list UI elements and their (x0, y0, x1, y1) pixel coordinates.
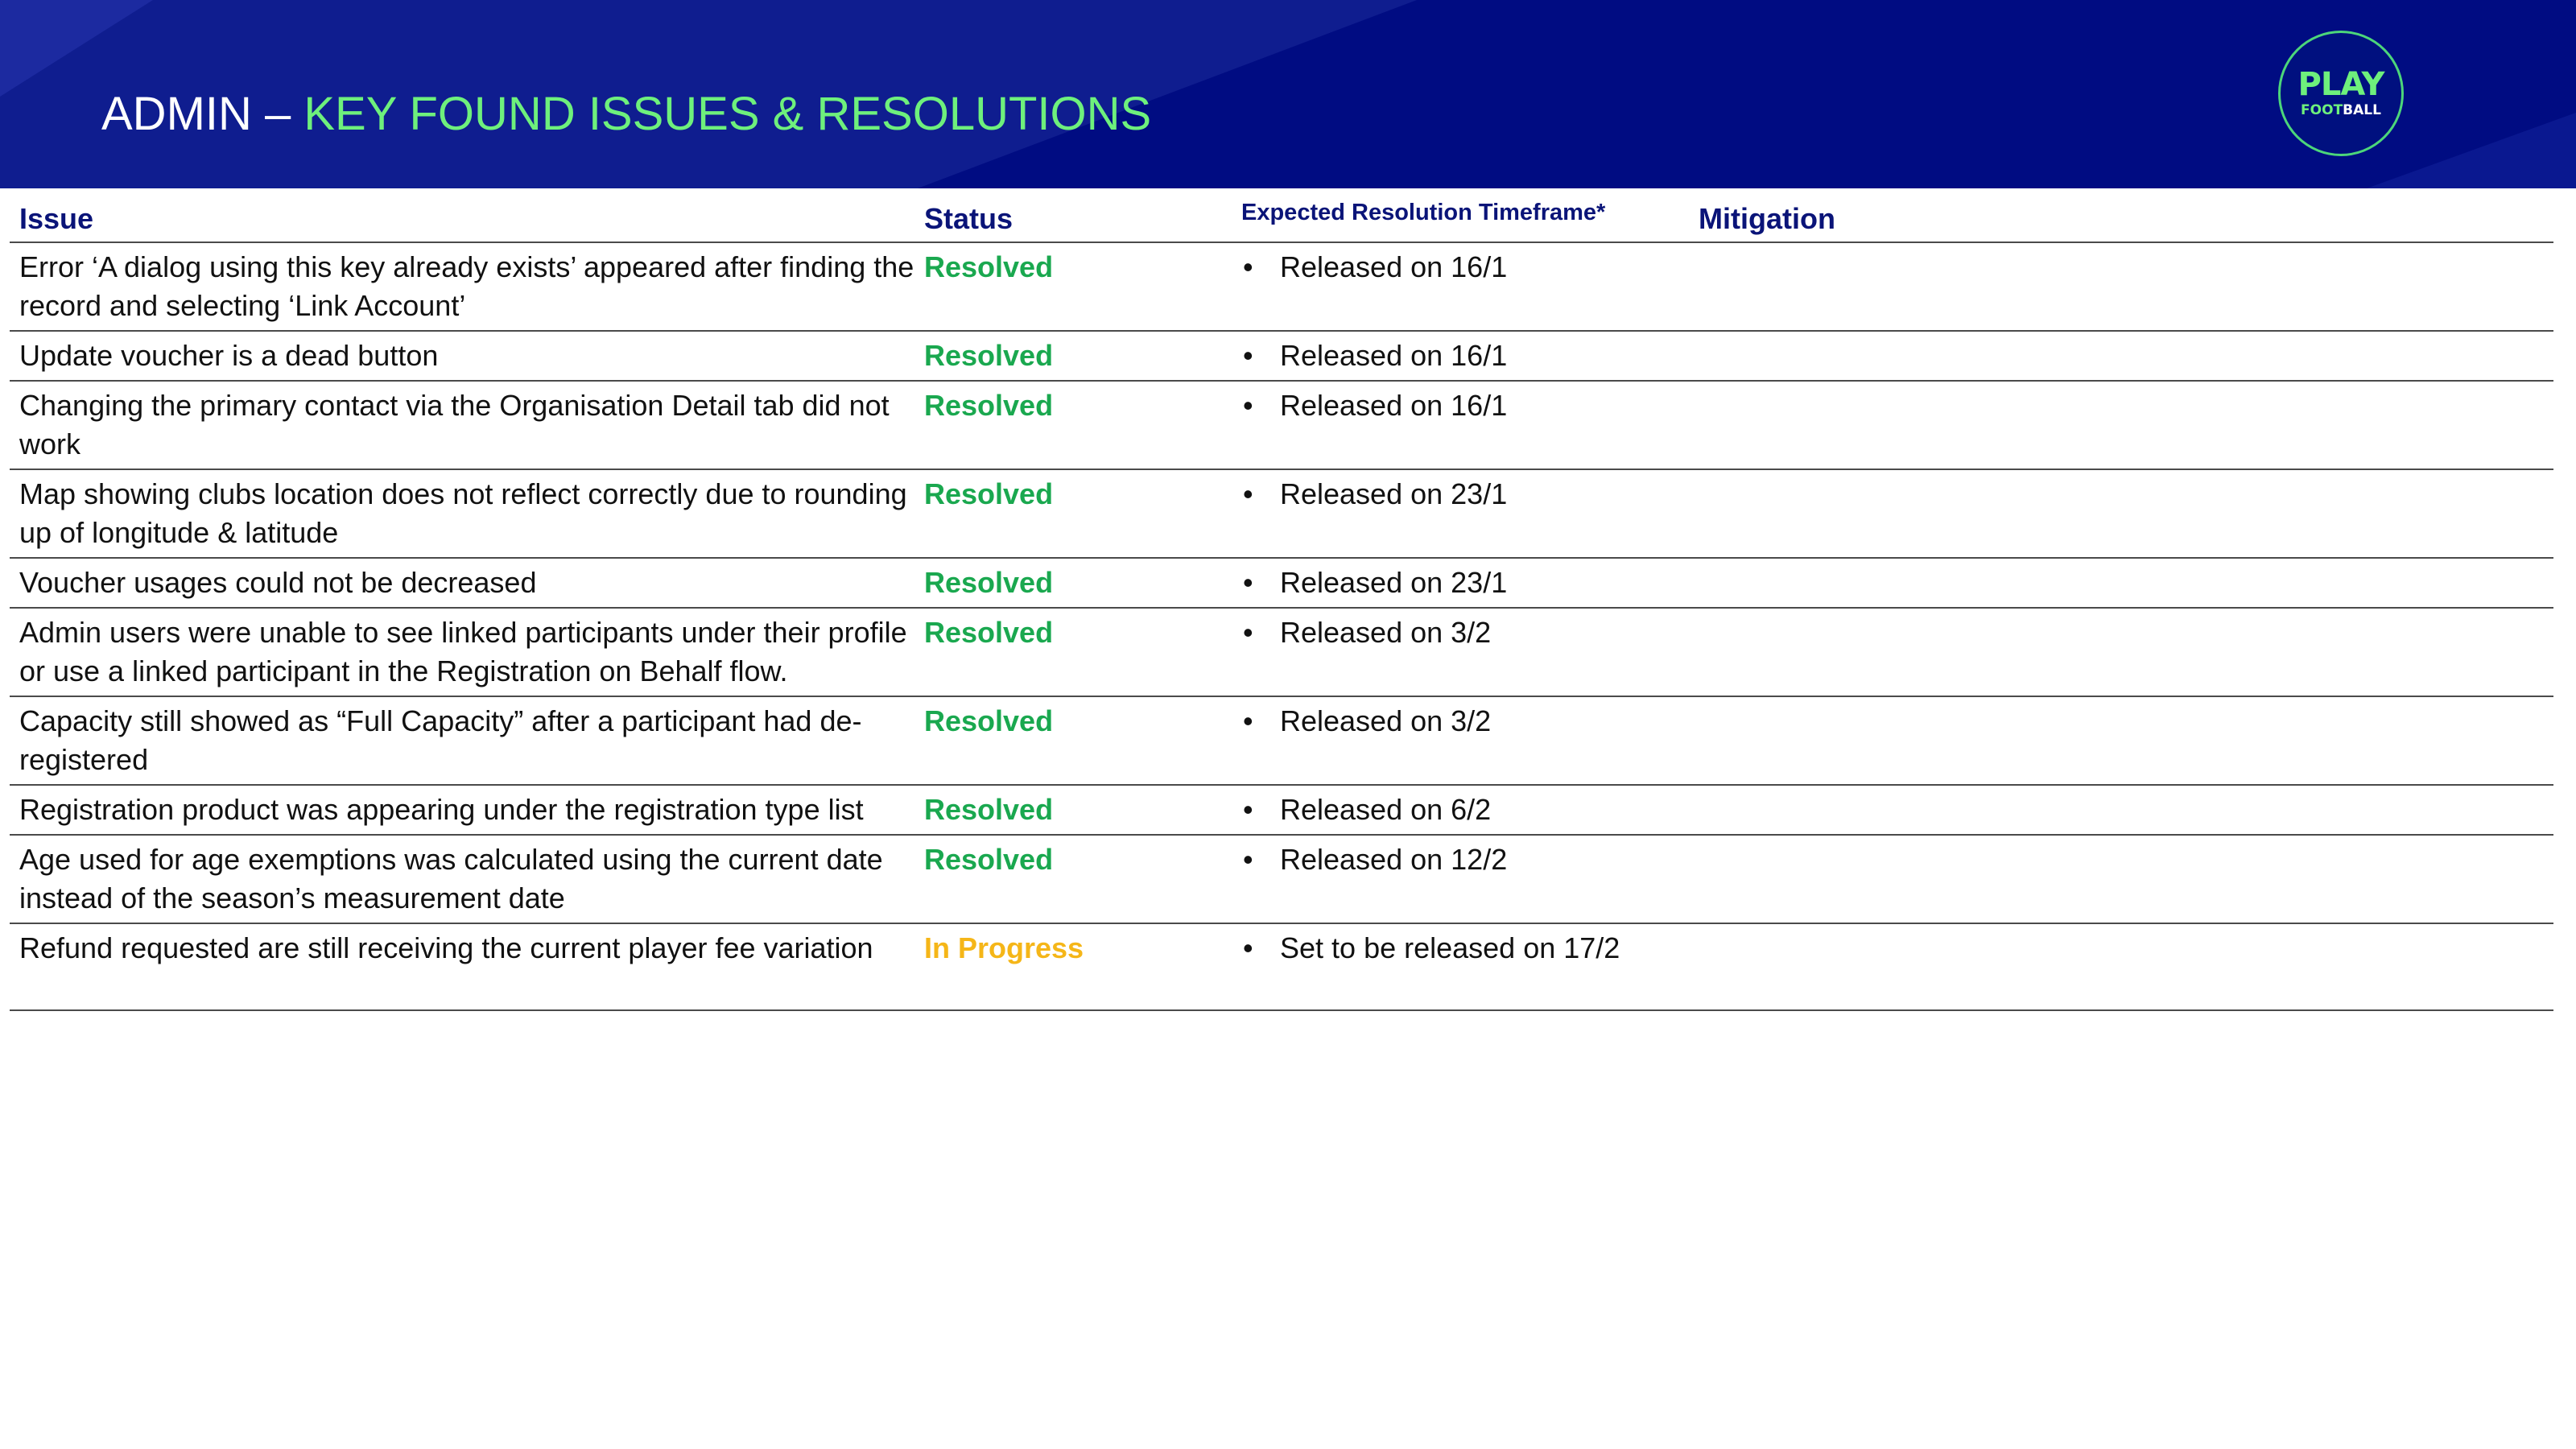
bullet-icon: • (1243, 339, 1253, 372)
timeframe-cell (1241, 248, 1699, 325)
table-row (10, 559, 2553, 609)
status-cell: Resolved (924, 339, 1054, 372)
timeframe-text: Released on 6/2 (1280, 793, 1492, 826)
issue-cell: Map showing clubs location does not reflect correctly due to rounding up of longitude & latitude (19, 477, 907, 549)
issue-cell: Refund requested are still receiving the current player fee variation (19, 931, 873, 964)
bullet-icon: • (1243, 793, 1253, 826)
column-header-status: Status (924, 202, 1013, 235)
issue-cell: Capacity still showed as “Full Capacity” after a participant had de-registered (19, 704, 862, 776)
table-row (10, 609, 2553, 697)
bullet-icon: • (1243, 566, 1253, 599)
column-header-timeframe: Expected Resolution Timeframe* (1241, 200, 1606, 225)
bullet-icon: • (1243, 477, 1253, 510)
timeframe-cell (1241, 613, 1699, 691)
timeframe-text: Released on 16/1 (1280, 250, 1508, 283)
table-row (10, 382, 2553, 470)
timeframe-cell (1241, 791, 1699, 829)
mitigation-cell (1699, 791, 2553, 829)
timeframe-text: Released on 3/2 (1280, 704, 1492, 737)
status-cell: Resolved (924, 566, 1054, 599)
timeframe-cell (1241, 386, 1699, 464)
column-header-mitigation: Mitigation (1699, 202, 1835, 235)
bullet-icon: • (1243, 616, 1253, 649)
bullet-icon: • (1243, 843, 1253, 876)
title-prefix: ADMIN – (101, 88, 304, 140)
timeframe-text: Released on 23/1 (1280, 566, 1508, 599)
status-cell: Resolved (924, 793, 1054, 826)
issues-table (10, 192, 2553, 1011)
table-row (10, 332, 2553, 382)
mitigation-cell (1699, 840, 2553, 918)
status-cell: Resolved (924, 389, 1054, 422)
status-cell: Resolved (924, 477, 1054, 510)
bullet-icon: • (1243, 704, 1253, 737)
timeframe-cell (1241, 840, 1699, 918)
mitigation-cell (1699, 475, 2553, 552)
timeframe-text: Released on 3/2 (1280, 616, 1492, 649)
logo-football-text (2301, 102, 2381, 118)
bullet-icon: • (1243, 389, 1253, 422)
issue-cell: Registration product was appearing under the registration type list (19, 793, 864, 826)
table-row (10, 697, 2553, 786)
timeframe-cell (1241, 336, 1699, 375)
timeframe-text: Set to be released on 17/2 (1280, 931, 1620, 964)
timeframe-cell (1241, 564, 1699, 602)
table-row (10, 470, 2553, 559)
timeframe-cell (1241, 929, 1699, 1005)
bullet-icon: • (1243, 250, 1253, 283)
column-header-issue: Issue (19, 202, 94, 235)
status-cell: Resolved (924, 843, 1054, 876)
timeframe-text: Released on 16/1 (1280, 389, 1508, 422)
mitigation-cell (1699, 386, 2553, 464)
play-football-logo (2278, 31, 2404, 156)
timeframe-text: Released on 23/1 (1280, 477, 1508, 510)
logo-foot-text: FOOT (2301, 102, 2343, 118)
issue-cell: Update voucher is a dead button (19, 339, 439, 372)
timeframe-text: Released on 16/1 (1280, 339, 1508, 372)
mitigation-cell (1699, 613, 2553, 691)
issue-cell: Error ‘A dialog using this key already exists’ appeared after finding the record and selecting ‘Link Account’ (19, 250, 914, 322)
issue-cell: Age used for age exemptions was calculated using the current date instead of the season’s measurement date (19, 843, 883, 914)
logo-ball-text: BALL (2343, 102, 2381, 118)
table-header-row (10, 192, 2553, 243)
timeframe-text: Released on 12/2 (1280, 843, 1508, 876)
issue-cell: Admin users were unable to see linked participants under their profile or use a linked participant in the Registration on Behalf flow. (19, 616, 907, 687)
title-accent: KEY FOUND ISSUES & RESOLUTIONS (303, 88, 1152, 140)
timeframe-cell (1241, 702, 1699, 779)
status-cell: Resolved (924, 250, 1054, 283)
table-row (10, 924, 2553, 1011)
bullet-icon: • (1243, 931, 1253, 964)
mitigation-cell (1699, 702, 2553, 779)
table-row (10, 836, 2553, 924)
issue-cell: Changing the primary contact via the Organisation Detail tab did not work (19, 389, 890, 460)
mitigation-cell (1699, 336, 2553, 375)
table-row (10, 243, 2553, 332)
table-body (10, 243, 2553, 1011)
mitigation-cell (1699, 248, 2553, 325)
status-cell: In Progress (924, 931, 1084, 964)
header-banner (0, 0, 2576, 188)
mitigation-cell (1699, 564, 2553, 602)
table-row (10, 786, 2553, 836)
status-cell: Resolved (924, 704, 1054, 737)
logo-play-text: PLAY (2297, 66, 2384, 103)
issue-cell: Voucher usages could not be decreased (19, 566, 537, 599)
timeframe-cell (1241, 475, 1699, 552)
mitigation-cell (1699, 929, 2553, 1005)
page-title (101, 80, 1151, 148)
status-cell: Resolved (924, 616, 1054, 649)
